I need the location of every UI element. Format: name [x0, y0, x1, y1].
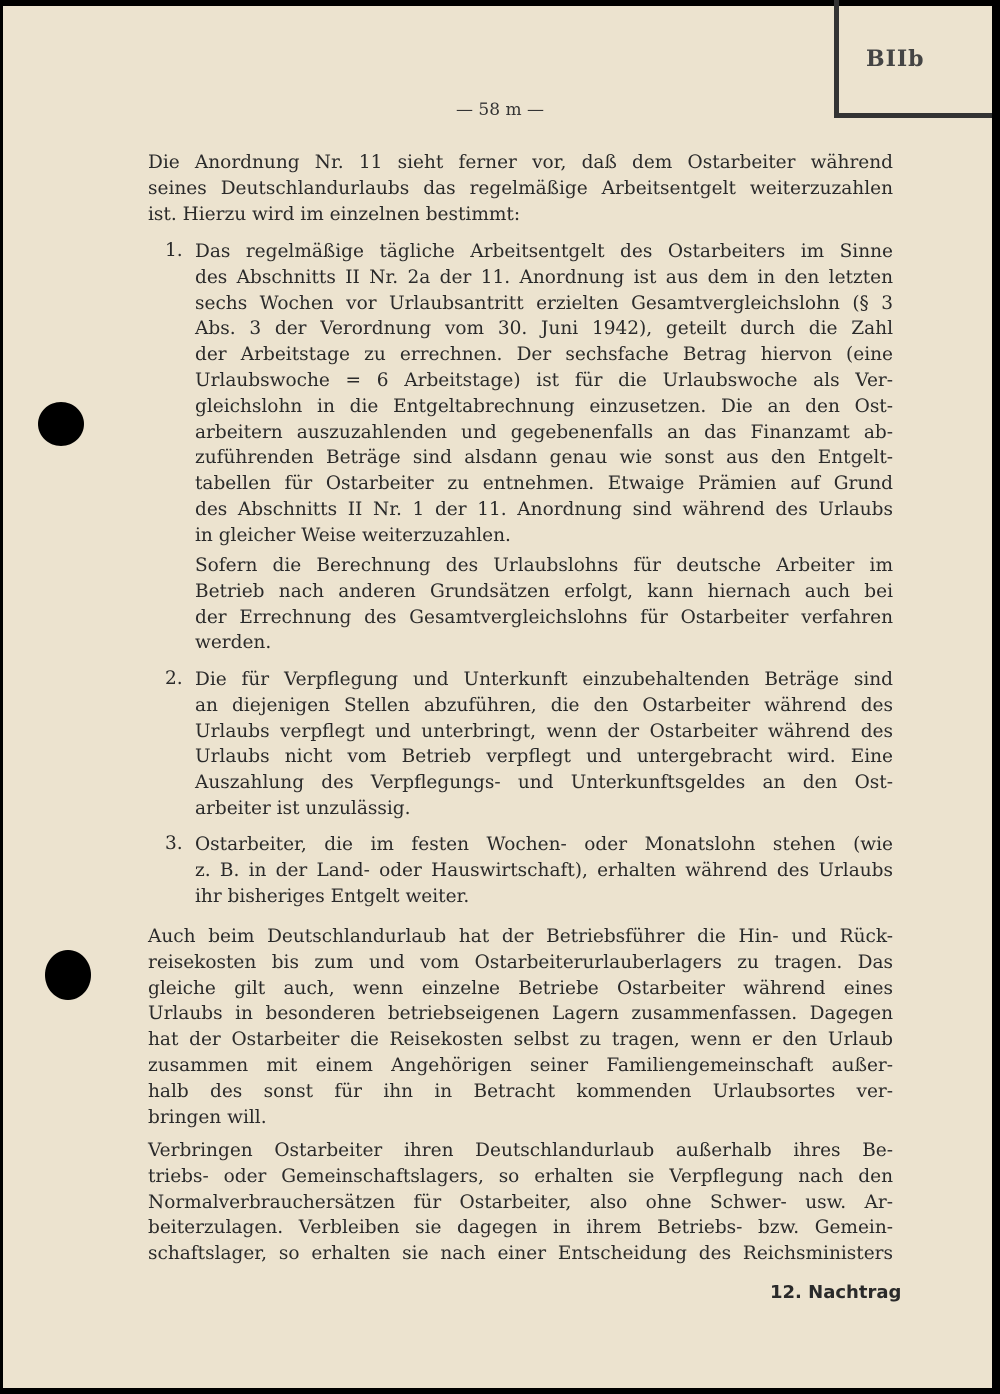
supplement-label: 12. Nachtrag [770, 1282, 902, 1303]
item-2-paragraph [195, 667, 893, 822]
text-line: hat der Ostarbeiter die Reisekosten selbst zu tragen, wenn er den Urlaub [148, 1029, 893, 1051]
text-line: triebs- oder Gemeinschaftslagers, so erhalten sie Verpflegung nach den [148, 1165, 893, 1187]
text-line: Ostarbeiter, die im festen Wochen- oder Monatslohn stehen (wie [195, 834, 893, 855]
text-line: Verbringen Ostarbeiter ihren Deutschlandurlaub außerhalb ihres Be- [148, 1140, 893, 1161]
intro-paragraph [148, 150, 893, 227]
text-line: Urlaubswoche = 6 Arbeitstage) ist für die Urlaubswoche als Ver- [195, 369, 893, 391]
item-3-paragraph [195, 832, 893, 909]
text-line: beiterzulagen. Verbleiben sie dagegen in ihrem Betriebs- bzw. Gemein- [148, 1217, 893, 1239]
text-line: des Abschnitts II Nr. 1 der 11. Anordnung sind während des Urlaubs [195, 498, 893, 520]
text-line: Urlaubs nicht vom Betrieb verpflegt und untergebracht wird. Eine [195, 746, 893, 768]
text-line: der Arbeitstage zu errechnen. Der sechsfache Betrag hiervon (eine [195, 344, 893, 366]
text-line: reisekosten bis zum und vom Ostarbeiterurlauberlagers zu tragen. Das [148, 951, 893, 973]
page-number: — 58 m — [456, 100, 544, 120]
text-line: in gleicher Weise weiterzuzahlen. [195, 524, 511, 546]
text-line: Die für Verpflegung und Unterkunft einzubehaltenden Beträge sind [195, 669, 893, 690]
text-line: werden. [195, 632, 272, 654]
text-line: Sofern die Berechnung des Urlaubslohns für deutsche Arbeiter im [195, 555, 893, 576]
text-line: Auszahlung des Verpflegungs- und Unterkunftsgeldes an den Ost- [195, 772, 893, 794]
text-line: des Abschnitts II Nr. 2a der 11. Anordnung ist aus dem in den letzten [195, 266, 893, 288]
text-line: ist. Hierzu wird im einzelnen bestimmt: [148, 203, 521, 225]
item-number: 1. [165, 240, 183, 261]
text-line: Die Anordnung Nr. 11 sieht ferner vor, daß dem Ostarbeiter während [148, 152, 893, 173]
text-line: arbeiter ist unzulässig. [195, 797, 411, 819]
travel-costs-paragraph [148, 924, 893, 1130]
text-line: Urlaubs verpflegt und unterbringt, wenn der Ostarbeiter während des [195, 720, 893, 742]
text-line: Abs. 3 der Verordnung vom 30. Juni 1942), geteilt durch die Zahl [195, 318, 893, 340]
text-line: z. B. in der Land- oder Hauswirtschaft), erhalten während des Urlaubs [195, 859, 893, 881]
item-1-subparagraph [195, 553, 893, 656]
text-line: sechs Wochen vor Urlaubsantritt erzielten Gesamtvergleichslohn (§ 3 [195, 292, 893, 314]
item-1-paragraph [195, 239, 893, 549]
item-number: 2. [165, 668, 183, 689]
item-number: 3. [165, 833, 183, 854]
text-line: gleichslohn in die Entgeltabrechnung einzusetzen. Die an den Ost- [195, 395, 893, 417]
text-line: halb des sonst für ihn in Betracht kommenden Urlaubsortes ver- [148, 1080, 893, 1102]
text-line: zusammen mit einem Angehörigen seiner Familiengemeinschaft außer- [148, 1054, 893, 1076]
text-line: Betrieb nach anderen Grundsätzen erfolgt, kann hiernach auch bei [195, 580, 893, 602]
punch-hole [45, 950, 91, 1000]
text-line: seines Deutschlandurlaubs das regelmäßige Arbeitsentgelt weiterzuzahlen [148, 177, 893, 199]
text-line: Normalverbrauchersätzen für Ostarbeiter, also ohne Schwer- usw. Ar- [148, 1191, 893, 1213]
text-line: Urlaubs in besonderen betriebseigenen Lagern zusammenfassen. Dagegen [148, 1003, 893, 1025]
text-line: arbeitern auszuzahlenden und gegebenenfalls an das Finanzamt ab- [195, 421, 893, 443]
punch-hole [38, 402, 84, 446]
text-line: zuführenden Beträge sind alsdann genau wie sonst aus den Entgelt- [195, 447, 893, 469]
food-paragraph [148, 1138, 893, 1267]
section-code: BIIb [866, 46, 925, 72]
text-line: der Errechnung des Gesamtvergleichslohns für Ostarbeiter verfahren [195, 606, 893, 628]
text-line: Auch beim Deutschlandurlaub hat der Betriebsführer die Hin- und Rück- [148, 926, 893, 947]
text-line: tabellen für Ostarbeiter zu entnehmen. Etwaige Prämien auf Grund [195, 473, 893, 495]
text-line: schaftslager, so erhalten sie nach einer Entscheidung des Reichsministers [148, 1243, 893, 1265]
text-line: gleiche gilt auch, wenn einzelne Betriebe Ostarbeiter während eines [148, 977, 893, 999]
text-line: bringen will. [148, 1106, 267, 1128]
text-line: an diejenigen Stellen abzuführen, die den Ostarbeiter während des [195, 694, 893, 716]
text-line: Das regelmäßige tägliche Arbeitsentgelt des Ostarbeiters im Sinne [195, 241, 893, 262]
text-line: ihr bisheriges Entgelt weiter. [195, 885, 470, 907]
